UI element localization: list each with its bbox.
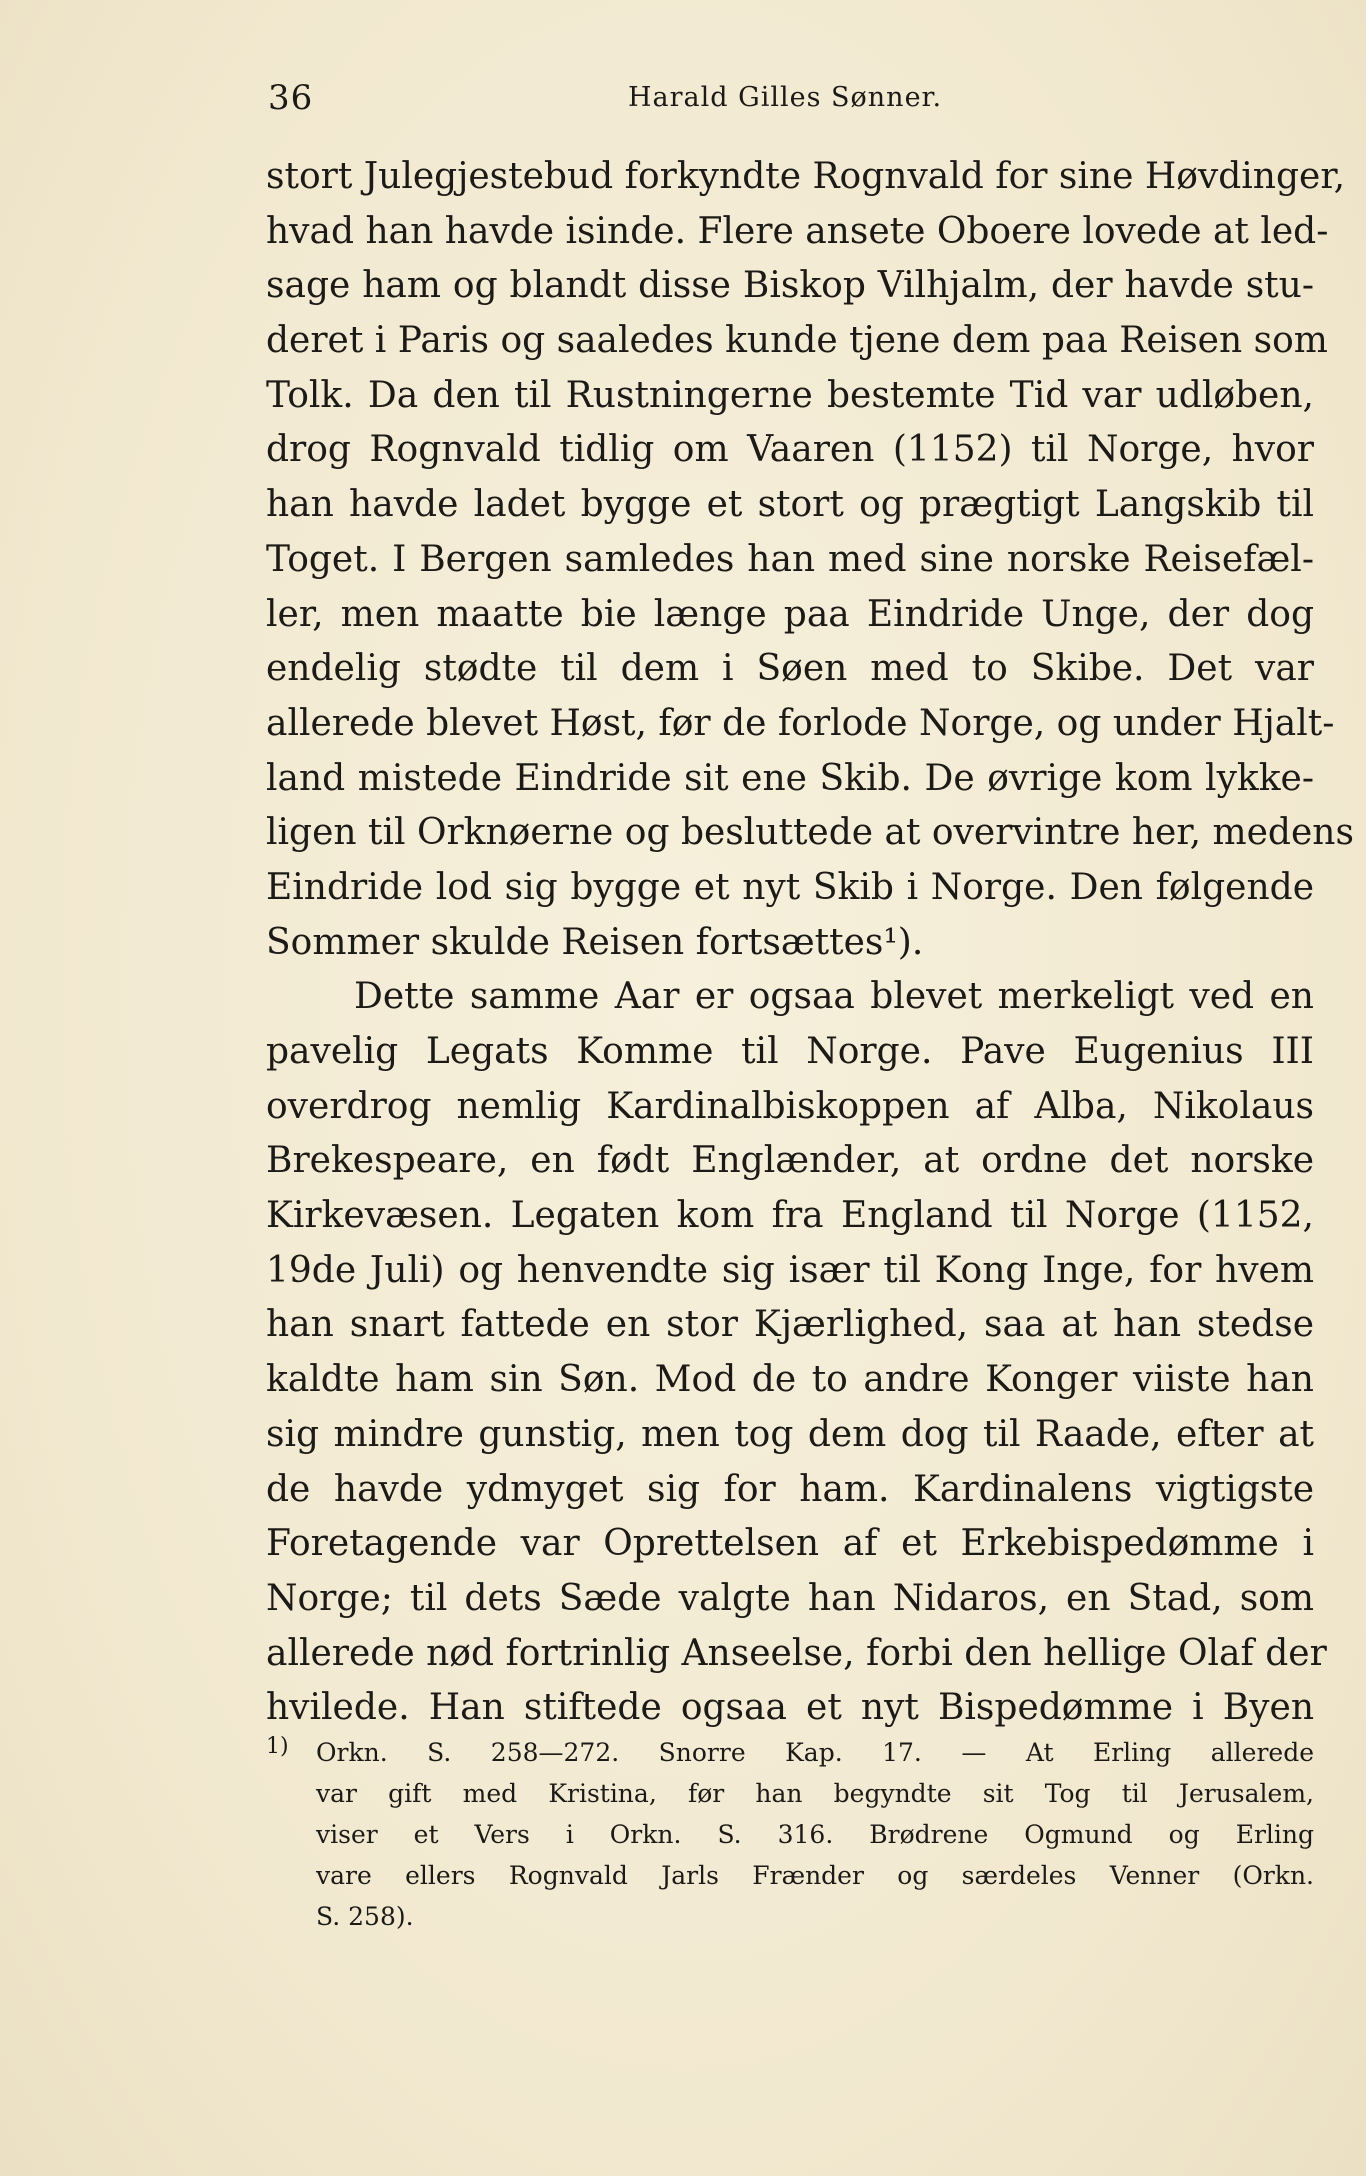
text-line: land mistede Eindride sit ene Skib. De øvrige kom lykke- [266, 757, 1314, 799]
text-line: 19de Juli) og henvendte sig især til Kong Inge, for hvem [266, 1249, 1314, 1291]
text-line: Dette samme Aar er ogsaa blevet merkeligt ved en [354, 976, 1314, 1018]
text-line: hvilede. Han stiftede ogsaa et nyt Bispedømme i Byen [266, 1687, 1314, 1729]
page-number: 36 [268, 78, 314, 118]
footnote-line: viser et Vers i Orkn. S. 316. Brødrene Ogmund og Erling [316, 1820, 1314, 1849]
footnote-line: vare ellers Rognvald Jarls Frænder og særdeles Venner (Orkn. [316, 1861, 1314, 1890]
text-line: Foretagende var Oprettelsen af et Erkebispedømme i [266, 1523, 1314, 1565]
running-head: Harald Gilles Sønner. [628, 82, 943, 113]
text-line: Tolk. Da den til Rustningerne bestemte Tid var udløben, [266, 374, 1314, 416]
text-line: kaldte ham sin Søn. Mod de to andre Konger viiste han [266, 1359, 1314, 1401]
footnote-marker: 1) [266, 1734, 289, 1759]
text-line: ligen til Orknøerne og besluttede at overvintre her, medens [266, 812, 1354, 854]
text-line: de havde ydmyget sig for ham. Kardinalens vigtigste [266, 1468, 1314, 1510]
footnote-line: S. 258). [316, 1902, 414, 1931]
footnote-line: var gift med Kristina, før han begyndte sit Tog til Jerusalem, [316, 1779, 1314, 1808]
footnote-line [266, 1732, 1314, 1773]
text-line: sig mindre gunstig, men tog dem dog til Raade, efter at [266, 1413, 1314, 1455]
footnote [266, 1732, 1314, 1937]
page-header [268, 70, 1308, 120]
text-line: Eindride lod sig bygge et nyt Skib i Norge. Den følgende [266, 866, 1314, 908]
text-line: Norge; til dets Sæde valgte han Nidaros, en Stad, som [266, 1577, 1314, 1619]
body-text [266, 150, 1354, 1736]
text-line: han havde ladet bygge et stort og prægtigt Langskib til [266, 484, 1314, 526]
text-line: Brekespeare, en født Englænder, at ordne det norske [266, 1140, 1314, 1182]
text-line: stort Julegjestebud forkyndte Rognvald for sine Høvdinger, [266, 156, 1346, 197]
text-line: drog Rognvald tidlig om Vaaren (1152) til Norge, hvor [266, 429, 1314, 471]
text-line: allerede blevet Høst, før de forlode Norge, og under Hjalt- [266, 702, 1335, 744]
text-line: deret i Paris og saaledes kunde tjene dem paa Reisen som [266, 320, 1328, 362]
text-line: endelig stødte til dem i Søen med to Skibe. Det var [266, 648, 1314, 690]
text-line: han snart fattede en stor Kjærlighed, saa at han stedse [266, 1304, 1314, 1346]
text-line: pavelig Legats Komme til Norge. Pave Eugenius III [266, 1031, 1314, 1072]
text-line: sage ham og blandt disse Biskop Vilhjalm, der havde stu- [266, 265, 1314, 307]
text-line: overdrog nemlig Kardinalbiskoppen af Alba, Nikolaus [266, 1085, 1314, 1127]
text-line: Sommer skulde Reisen fortsættes¹). [266, 921, 924, 963]
text-line: allerede nød fortrinlig Anseelse, forbi den hellige Olaf der [266, 1632, 1327, 1674]
text-line: hvad han havde isinde. Flere ansete Oboere lovede at led- [266, 210, 1329, 252]
text-line: Toget. I Bergen samledes han med sine norske Reisefæl- [266, 538, 1314, 580]
text-line: Kirkevæsen. Legaten kom fra England til Norge (1152, [266, 1195, 1314, 1237]
footnote-text: Orkn. S. 258—272. Snorre Kap. 17. — At Erling allerede [316, 1738, 1314, 1767]
text-line: ler, men maatte bie længe paa Eindride Unge, der dog [266, 593, 1314, 635]
